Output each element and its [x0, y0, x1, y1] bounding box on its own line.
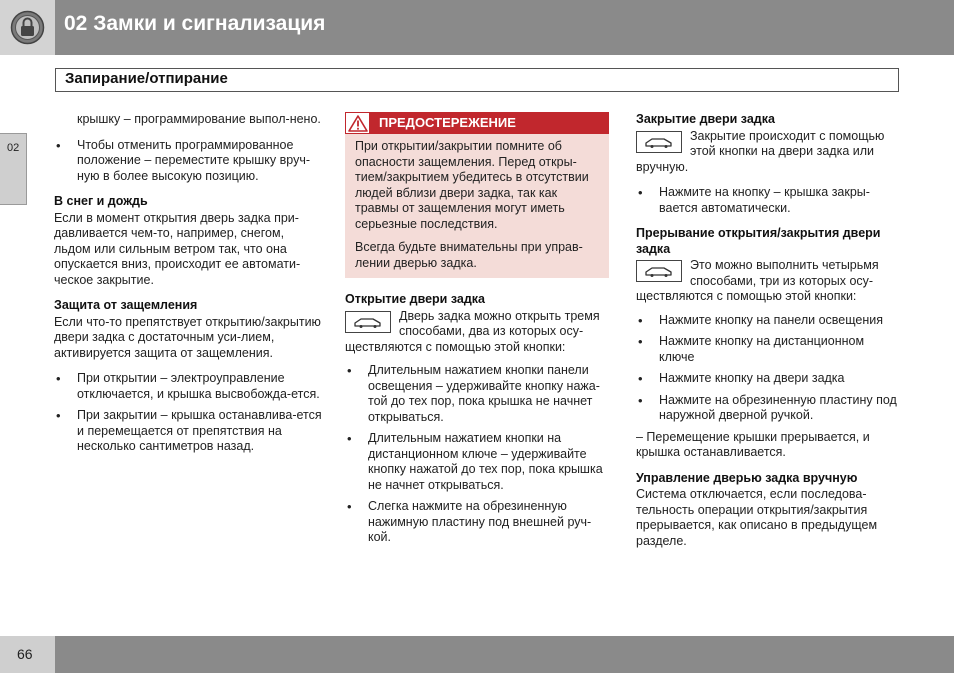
column-2 [345, 112, 609, 552]
snow-heading: В снег и дождь [54, 194, 148, 208]
tailgate-close-button-icon [636, 131, 682, 153]
interrupt-heading: Прерывание открытия/закрытия двери задка [636, 226, 881, 256]
pinch-bullet-list [54, 371, 322, 455]
open-bullet-list [345, 363, 609, 546]
warning-body [345, 134, 609, 278]
bullet-list [54, 138, 322, 185]
warning-triangle-icon [348, 115, 368, 132]
open-button-row [345, 309, 609, 356]
lock-car-icon [10, 10, 45, 45]
column-3 [636, 112, 898, 549]
list-item: • Нажмите на кнопку – крышка закры-вается автоматически. [636, 185, 898, 216]
close-button-row [636, 129, 898, 176]
list-item: • При закрытии – крышка останавлива-ется и перемещается от препятствия на несколько сантиметров назад. [54, 408, 322, 455]
warning-text-1: При открытии/закрытии помните об опасности защемления. Перед откры-тием/закрытием убедитесь в отсутствии людей вблизи двери задка, так как травмы от защемления могут иметь серьезные последствия. [355, 139, 589, 231]
interrupt-button-row [636, 258, 898, 305]
interrupt-bullet-list [636, 313, 898, 424]
manual-text: Система отключается, если последова-тельность операции открытия/закрытия прерывается, как описано в предыдущем разделе. [636, 487, 878, 548]
list-item: • Слегка нажмите на обрезиненную нажимную пластину под внешней руч-кой. [345, 499, 609, 546]
warning-icon-box [345, 112, 370, 134]
snow-text: Если в момент открытия дверь задка при-давливается чем-то, например, снегом, льдом или сильным ветром так, что она опускается вниз, происходит ее автомати-ческое закрытие. [54, 210, 301, 287]
section-header [55, 68, 899, 92]
list-item: • Чтобы отменить программированное положение – переместите крышку вруч-ную в более высокую позицию. [54, 138, 322, 185]
tailgate-button-icon [636, 260, 682, 282]
chapter-tab-label: 02 [7, 142, 20, 154]
warning-header [345, 112, 609, 134]
list-item: • Нажмите кнопку на панели освещения [636, 313, 898, 329]
section-title: Запирание/отпирание [65, 70, 228, 87]
list-item: • Нажмите на обрезиненную пластину под наружной дверной ручкой. [636, 393, 898, 424]
interrupt-text: Это можно выполнить четырьмя способами, три из которых осу-ществляются с помощью этой кнопки: [636, 258, 879, 303]
page-title: 02 Замки и сигнализация [64, 12, 326, 35]
header-logo [0, 0, 55, 55]
open-heading: Открытие двери задка [345, 292, 485, 306]
open-text: Дверь задка можно открыть тремя способами, два из которых осу-ществляются с помощью этой кнопки: [345, 308, 600, 354]
close-bullet-list [636, 185, 898, 216]
list-item: • Длительным нажатием кнопки панели освещения – удерживайте кнопку нажа-той до тех пор, пока крышка не начнет открываться. [345, 363, 609, 425]
list-item: • Нажмите кнопку на дистанционном ключе [636, 334, 898, 365]
page-number: 66 [17, 646, 33, 662]
close-text: Закрытие происходит с помощью этой кнопки на двери задка или вручную. [636, 128, 885, 174]
pinch-heading: Защита от защемления [54, 298, 198, 312]
list-item: • Нажмите кнопку на двери задка [636, 371, 898, 387]
pinch-text: Если что-то препятствует открытию/закрытию двери задка с достаточным уси-лием, активируется защита от защемления. [54, 314, 321, 360]
list-item: • При открытии – электроуправление отключается, и крышка высвобожда-ется. [54, 371, 322, 402]
warning-box [345, 112, 609, 278]
continued-text: крышку – программирование выпол-нено. [77, 112, 321, 126]
footer-bar [55, 636, 954, 673]
tailgate-button-icon [345, 311, 391, 333]
list-item: • Длительным нажатием кнопки на дистанционном ключе – удерживайте кнопку нажатой до тех пор, пока крышка не начнет открываться. [345, 431, 609, 493]
chapter-tab [0, 133, 27, 205]
interrupt-note: – Перемещение крышки прерывается, и крышка останавливается. [636, 429, 870, 459]
close-heading: Закрытие двери задка [636, 112, 775, 126]
manual-heading: Управление дверью задка вручную [636, 470, 858, 485]
warning-title: ПРЕДОСТЕРЕЖЕНИЕ [379, 115, 516, 130]
warning-text-2: Всегда будьте внимательны при управ-лении дверью задка. [355, 240, 583, 270]
column-1 [54, 112, 322, 461]
